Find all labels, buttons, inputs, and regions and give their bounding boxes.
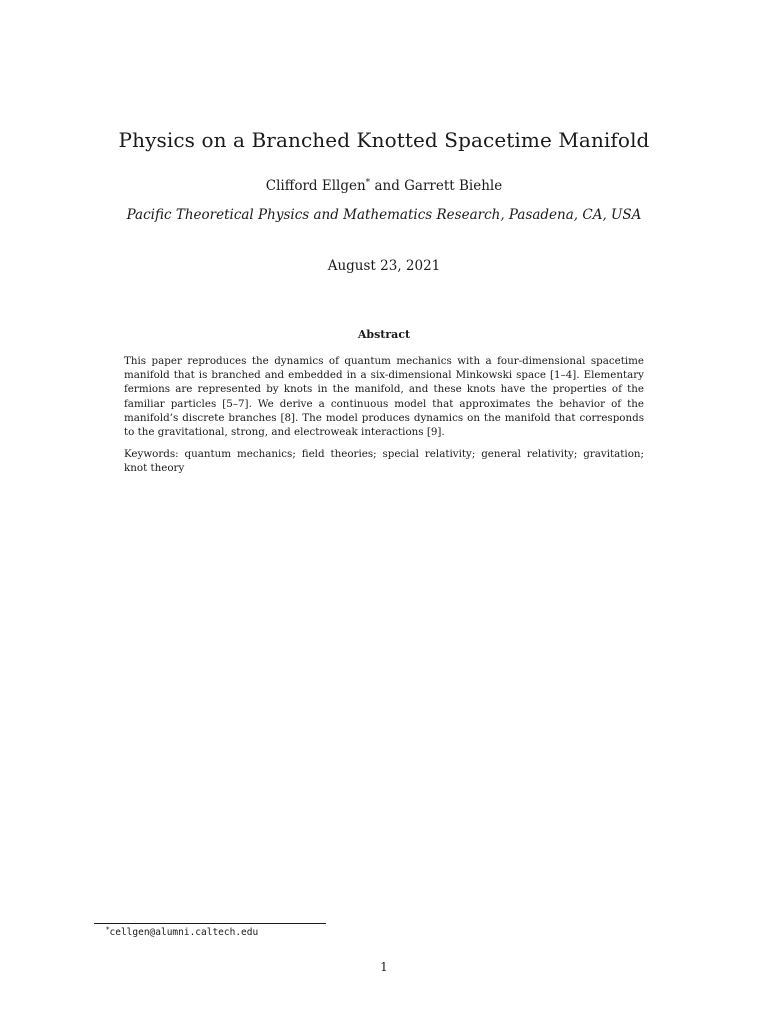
- author-name: Garrett Biehle: [404, 178, 503, 194]
- publication-date: August 23, 2021: [327, 258, 441, 274]
- affiliation: Pacific Theoretical Physics and Mathematics Research, Pasadena, CA, USA: [126, 207, 642, 223]
- footnote-marker: *: [365, 178, 371, 188]
- page-number: 1: [380, 960, 388, 974]
- author-line: [0, 178, 768, 194]
- author-joiner: and: [370, 178, 405, 194]
- abstract-heading: Abstract: [357, 328, 411, 341]
- footnote-email[interactable]: cellgen@alumni.caltech.edu: [109, 927, 259, 938]
- abstract-text: This paper reproduces the dynamics of quantum mechanics with a four-dimensional spacetime manifold that is branched and embedded in a six-dimensional Minkowski space [1–4]. Elementary fermions are represented by knots in the manifold, and these knots have the properties of the familiar particles [5–7]. We derive a continuous model that approximates the behavior of the manifold’s discrete branches [8]. The model produces dynamics on the manifold that corresponds to the gravitational, strong, and electroweak interactions [9].: [124, 355, 644, 439]
- footnote: [106, 926, 258, 938]
- abstract-section: [124, 354, 644, 476]
- keywords: Keywords: quantum mechanics; field theories; special relativity; general relativity; gravitation; knot theory: [124, 448, 644, 475]
- author-name: Clifford Ellgen: [265, 178, 366, 194]
- paper-title: Physics on a Branched Knotted Spacetime Manifold: [118, 128, 650, 152]
- footnote-divider: [94, 923, 326, 924]
- footnote-mark: *: [106, 926, 110, 934]
